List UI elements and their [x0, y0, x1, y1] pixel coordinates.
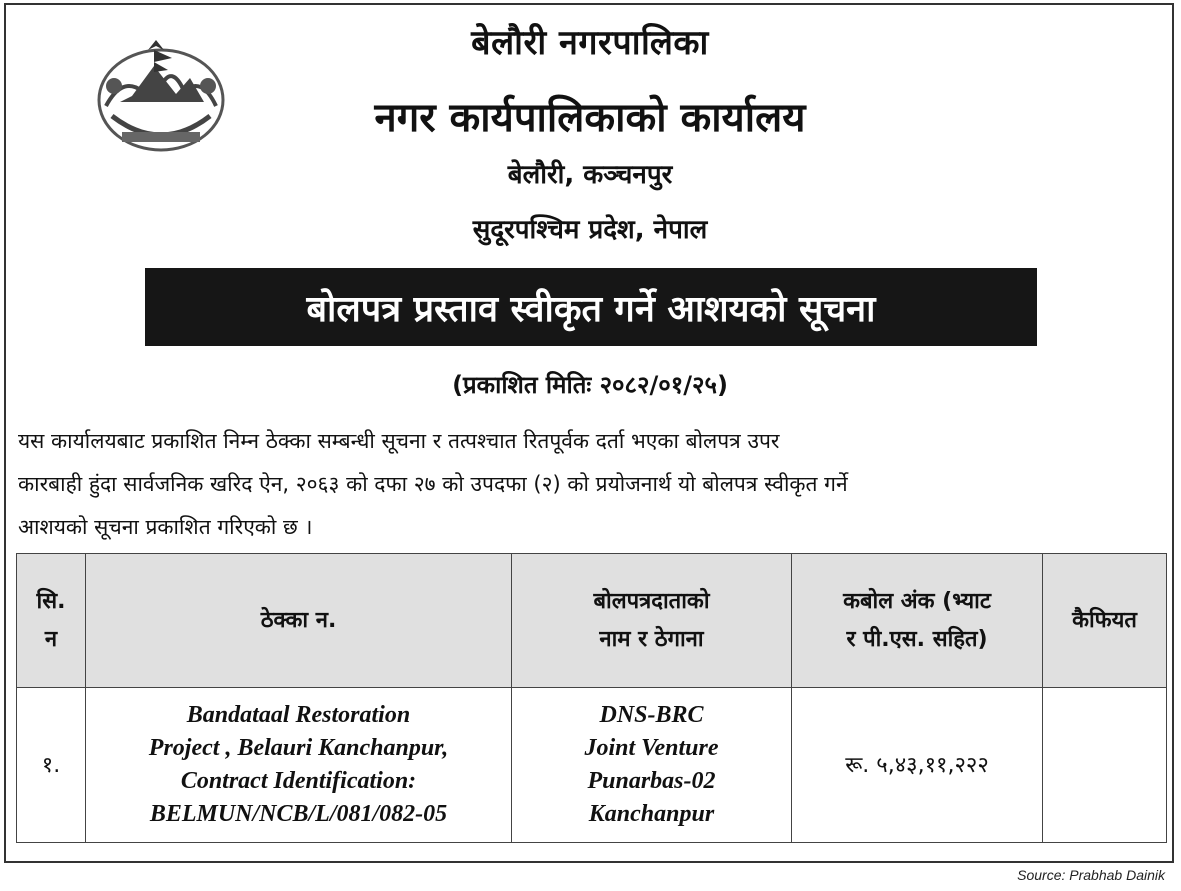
contract-line: Bandataal Restoration [186, 702, 411, 728]
row-serial-number: १. [17, 688, 86, 843]
notice-body-line: यस कार्यालयबाट प्रकाशित निम्न ठेक्का सम्बन्धी सूचना र तत्पश्चात रितपूर्वक दर्ता भएका बोलपत्र उपर [18, 429, 780, 453]
header-text: र पी.एस. सहित) [846, 626, 988, 652]
header-text: न [44, 626, 58, 652]
notice-title: बोलपत्र प्रस्ताव स्वीकृत गर्ने आशयको सूचना [306, 288, 876, 330]
contract-line: BELMUN/NCB/L/081/082-05 [149, 801, 448, 827]
header-text: कबोल अंक (भ्याट [843, 588, 991, 614]
source-credit: Source: Prabhab Dainik [1017, 867, 1165, 883]
contract-line: Project , Belauri Kanchanpur, [148, 735, 449, 761]
row-remarks [1043, 688, 1167, 843]
notice-title-banner [145, 268, 1037, 346]
header-text: नाम र ठेगाना [599, 626, 704, 652]
table-row [17, 688, 1167, 843]
bidder-line: Kanchanpur [588, 801, 715, 827]
header-text: सि. [36, 588, 66, 614]
header-remarks: कैफियत [1043, 554, 1167, 688]
header-text: बोलपत्रदाताको [593, 588, 710, 614]
bidder-line: DNS-BRC [599, 702, 704, 728]
header-bidder [512, 554, 792, 688]
nepal-emblem-icon [92, 36, 230, 156]
tender-table [16, 553, 1167, 843]
row-contract-details [86, 688, 512, 843]
table-header-row [17, 554, 1167, 688]
municipality-name: बेलौरी नगरपालिका [471, 23, 709, 63]
province-country: सुदूरपश्चिम प्रदेश, नेपाल [472, 215, 708, 245]
office-address: बेलौरी, कञ्चनपुर [507, 160, 673, 190]
header-bid-amount [792, 554, 1043, 688]
row-bid-amount: रू. ५,४३,११,२२२ [792, 688, 1043, 843]
office-name: नगर कार्यपालिकाको कार्यालय [374, 95, 806, 141]
bidder-line: Punarbas-02 [587, 768, 716, 794]
bidder-line: Joint Venture [584, 735, 719, 761]
header-serial-number [17, 554, 86, 688]
notice-body [18, 420, 1166, 549]
published-date: (प्रकाशित मितिः २०८२/०१/२५) [452, 371, 728, 399]
header-contract-number: ठेक्का न. [86, 554, 512, 688]
notice-body-line: आशयको सूचना प्रकाशित गरिएको छ । [18, 515, 313, 539]
contract-line: Contract Identification: [180, 768, 417, 794]
notice-body-line: कारबाही हुंदा सार्वजनिक खरिद ऐन, २०६३ को दफा २७ को उपदफा (२) को प्रयोजनार्थ यो बोलपत्र स्वीकृत गर्ने [18, 472, 848, 496]
row-bidder-details [512, 688, 792, 843]
